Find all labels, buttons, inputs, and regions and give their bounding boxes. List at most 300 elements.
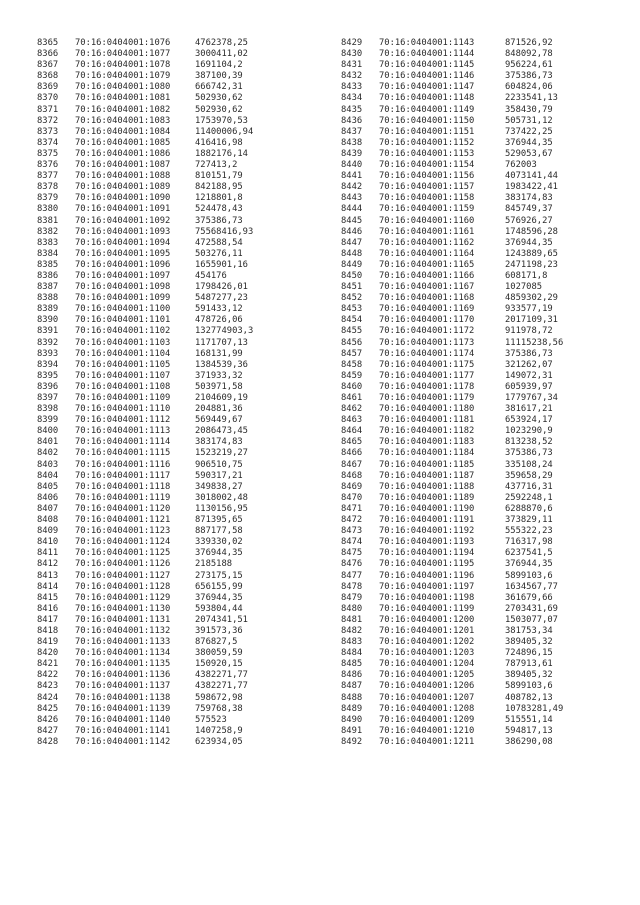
row-value: 1523219,27 xyxy=(195,448,248,459)
row-value: 376944,35 xyxy=(195,592,243,603)
table-row xyxy=(341,216,635,227)
table-row xyxy=(37,49,325,60)
cadastral-number: 70:16:0404001:1192 xyxy=(379,526,475,537)
row-value: 168131,99 xyxy=(195,348,243,359)
row-number: 8429 xyxy=(341,38,363,48)
cadastral-number: 70:16:0404001:1204 xyxy=(379,659,475,670)
row-value: 505731,12 xyxy=(505,115,553,126)
table-row xyxy=(37,726,325,737)
row-number: 8488 xyxy=(341,692,363,703)
row-number: 8453 xyxy=(341,304,363,315)
cadastral-number: 70:16:0404001:1139 xyxy=(75,703,171,714)
row-value: 906510,75 xyxy=(195,459,243,470)
table-row xyxy=(37,582,325,593)
row-value: 5487277,23 xyxy=(195,293,248,304)
row-number: 8475 xyxy=(341,548,363,559)
cadastral-number: 70:16:0404001:1175 xyxy=(379,359,475,370)
row-number: 8469 xyxy=(341,481,363,492)
table-row xyxy=(37,382,325,393)
row-number: 8372 xyxy=(37,115,59,126)
row-number: 8387 xyxy=(37,282,59,293)
row-number: 8430 xyxy=(341,49,363,60)
row-value: 381617,21 xyxy=(505,404,553,415)
row-number: 8470 xyxy=(341,492,363,503)
row-number: 8476 xyxy=(341,559,363,570)
table-row xyxy=(341,659,635,670)
row-value: 515551,14 xyxy=(505,714,553,725)
row-value: 376944,35 xyxy=(505,137,553,148)
row-value: 375386,73 xyxy=(505,448,553,459)
table-row xyxy=(341,604,635,615)
cadastral-number: 70:16:0404001:1134 xyxy=(75,648,171,659)
cadastral-number: 70:16:0404001:1174 xyxy=(379,348,475,359)
row-value: 321262,07 xyxy=(505,359,553,370)
table-row xyxy=(37,82,325,93)
cadastral-number: 70:16:0404001:1147 xyxy=(379,82,475,93)
row-number: 8377 xyxy=(37,171,59,182)
table-row xyxy=(37,404,325,415)
row-value: 1027085 xyxy=(505,282,543,293)
row-value: 478726,06 xyxy=(195,315,243,326)
row-value: 2104609,19 xyxy=(195,393,248,403)
row-number: 8446 xyxy=(341,226,363,237)
row-number: 8462 xyxy=(341,404,363,415)
cadastral-number: 70:16:0404001:1144 xyxy=(379,49,475,60)
row-value: 6288870,6 xyxy=(505,503,553,514)
row-number: 8374 xyxy=(37,137,59,148)
cadastral-number: 70:16:0404001:1112 xyxy=(75,415,171,426)
row-value: 593804,44 xyxy=(195,603,243,614)
cadastral-number: 70:16:0404001:1146 xyxy=(379,71,475,82)
row-number: 8371 xyxy=(37,104,59,115)
cadastral-number: 70:16:0404001:1105 xyxy=(75,359,171,370)
row-number: 8366 xyxy=(37,49,59,60)
table-row xyxy=(37,604,325,615)
table-row xyxy=(37,493,325,504)
cadastral-number: 70:16:0404001:1150 xyxy=(379,115,475,126)
table-row xyxy=(37,715,325,726)
table-row xyxy=(37,260,325,271)
row-value: 371933,32 xyxy=(195,370,243,381)
row-number: 8370 xyxy=(37,93,59,104)
table-row xyxy=(37,615,325,626)
row-number: 8383 xyxy=(37,237,59,248)
row-number: 8454 xyxy=(341,315,363,326)
row-value: 389405,32 xyxy=(505,637,553,648)
row-value: 4762378,25 xyxy=(195,38,248,48)
table-row xyxy=(37,371,325,382)
cadastral-number: 70:16:0404001:1181 xyxy=(379,415,475,426)
table-row xyxy=(341,60,635,71)
table-row xyxy=(341,93,635,104)
row-value: 529053,67 xyxy=(505,148,553,159)
cadastral-number: 70:16:0404001:1182 xyxy=(379,426,475,437)
row-number: 8444 xyxy=(341,204,363,215)
table-row xyxy=(341,171,635,182)
row-number: 8448 xyxy=(341,248,363,259)
row-value: 4859302,29 xyxy=(505,293,558,304)
row-number: 8465 xyxy=(341,437,363,448)
table-row xyxy=(341,338,635,349)
cadastral-number: 70:16:0404001:1076 xyxy=(75,38,171,48)
cadastral-number: 70:16:0404001:1104 xyxy=(75,348,171,359)
table-row xyxy=(37,182,325,193)
cadastral-number: 70:16:0404001:1123 xyxy=(75,526,171,537)
row-number: 8369 xyxy=(37,82,59,93)
cadastral-number: 70:16:0404001:1135 xyxy=(75,659,171,670)
row-number: 8443 xyxy=(341,193,363,204)
cadastral-number: 70:16:0404001:1114 xyxy=(75,437,171,448)
row-number: 8474 xyxy=(341,537,363,548)
row-number: 8438 xyxy=(341,137,363,148)
row-value: 358430,79 xyxy=(505,104,553,115)
row-number: 8386 xyxy=(37,270,59,281)
row-number: 8472 xyxy=(341,515,363,526)
row-value: 389405,32 xyxy=(505,670,553,681)
row-value: 848092,78 xyxy=(505,49,553,60)
table-row xyxy=(341,393,635,404)
row-number: 8408 xyxy=(37,515,59,526)
row-value: 2703431,69 xyxy=(505,603,558,614)
row-value: 555322,23 xyxy=(505,526,553,537)
cadastral-number: 70:16:0404001:1172 xyxy=(379,326,475,337)
table-row xyxy=(37,482,325,493)
cadastral-number: 70:16:0404001:1078 xyxy=(75,60,171,71)
cadastral-number: 70:16:0404001:1162 xyxy=(379,237,475,248)
row-value: 1655901,16 xyxy=(195,259,248,270)
row-number: 8384 xyxy=(37,248,59,259)
cadastral-number: 70:16:0404001:1101 xyxy=(75,315,171,326)
row-value: 408782,13 xyxy=(505,692,553,703)
row-number: 8461 xyxy=(341,393,363,403)
table-row xyxy=(37,659,325,670)
table-row xyxy=(37,249,325,260)
cadastral-number: 70:16:0404001:1152 xyxy=(379,137,475,148)
row-number: 8433 xyxy=(341,82,363,93)
cadastral-number: 70:16:0404001:1188 xyxy=(379,481,475,492)
row-value: 359658,29 xyxy=(505,470,553,481)
cadastral-number: 70:16:0404001:1194 xyxy=(379,548,475,559)
row-number: 8368 xyxy=(37,71,59,82)
row-value: 1748596,28 xyxy=(505,226,558,237)
row-value: 6237541,5 xyxy=(505,548,553,559)
row-number: 8418 xyxy=(37,625,59,636)
row-number: 8382 xyxy=(37,226,59,237)
table-row xyxy=(37,393,325,404)
cadastral-number: 70:16:0404001:1129 xyxy=(75,592,171,603)
cadastral-number: 70:16:0404001:1161 xyxy=(379,226,475,237)
table-row xyxy=(37,193,325,204)
table-row xyxy=(341,648,635,659)
cadastral-number: 70:16:0404001:1156 xyxy=(379,171,475,182)
row-value: 376944,35 xyxy=(195,548,243,559)
cadastral-number: 70:16:0404001:1127 xyxy=(75,570,171,581)
table-row xyxy=(37,315,325,326)
cadastral-number: 70:16:0404001:1113 xyxy=(75,426,171,437)
table-row xyxy=(37,238,325,249)
cadastral-number: 70:16:0404001:1189 xyxy=(379,492,475,503)
table-row xyxy=(341,715,635,726)
cadastral-number: 70:16:0404001:1148 xyxy=(379,93,475,104)
row-value: 605939,97 xyxy=(505,381,553,392)
cadastral-number: 70:16:0404001:1103 xyxy=(75,337,171,348)
cadastral-number: 70:16:0404001:1131 xyxy=(75,614,171,625)
cadastral-number: 70:16:0404001:1158 xyxy=(379,193,475,204)
table-row xyxy=(341,116,635,127)
row-value: 524478,43 xyxy=(195,204,243,215)
table-row xyxy=(37,360,325,371)
row-value: 727413,2 xyxy=(195,160,238,171)
row-value: 361679,66 xyxy=(505,592,553,603)
row-value: 759768,38 xyxy=(195,703,243,714)
table-row xyxy=(37,93,325,104)
row-value: 933577,19 xyxy=(505,304,553,315)
row-number: 8401 xyxy=(37,437,59,448)
cadastral-number: 70:16:0404001:1117 xyxy=(75,470,171,481)
cadastral-number: 70:16:0404001:1083 xyxy=(75,115,171,126)
row-number: 8492 xyxy=(341,736,363,747)
row-value: 2185188 xyxy=(195,559,233,570)
row-number: 8439 xyxy=(341,148,363,159)
row-number: 8399 xyxy=(37,415,59,426)
table-row xyxy=(37,116,325,127)
table-row xyxy=(341,204,635,215)
row-value: 503276,11 xyxy=(195,248,243,259)
table-row xyxy=(37,60,325,71)
table-row xyxy=(37,437,325,448)
table-row xyxy=(341,637,635,648)
cadastral-number: 70:16:0404001:1126 xyxy=(75,559,171,570)
cadastral-number: 70:16:0404001:1138 xyxy=(75,692,171,703)
table-row xyxy=(341,482,635,493)
table-row xyxy=(341,49,635,60)
table-row xyxy=(341,105,635,116)
row-number: 8463 xyxy=(341,415,363,426)
cadastral-number: 70:16:0404001:1092 xyxy=(75,215,171,226)
row-value: 2471198,23 xyxy=(505,259,558,270)
row-value: 1023290,9 xyxy=(505,426,553,437)
row-number: 8489 xyxy=(341,703,363,714)
row-number: 8403 xyxy=(37,459,59,470)
table-row xyxy=(341,127,635,138)
cadastral-number: 70:16:0404001:1166 xyxy=(379,270,475,281)
cadastral-number: 70:16:0404001:1190 xyxy=(379,503,475,514)
table-row xyxy=(341,315,635,326)
table-row xyxy=(341,271,635,282)
table-row xyxy=(37,71,325,82)
row-number: 8421 xyxy=(37,659,59,670)
table-row xyxy=(37,138,325,149)
row-value: 11115238,56 xyxy=(505,337,564,348)
row-number: 8484 xyxy=(341,648,363,659)
table-row xyxy=(341,448,635,459)
cadastral-number: 70:16:0404001:1195 xyxy=(379,559,475,570)
cadastral-number: 70:16:0404001:1143 xyxy=(379,38,475,48)
table-row xyxy=(37,426,325,437)
row-value: 623934,05 xyxy=(195,736,243,747)
table-row xyxy=(37,648,325,659)
row-value: 576926,27 xyxy=(505,215,553,226)
row-value: 4073141,44 xyxy=(505,171,558,182)
row-number: 8417 xyxy=(37,614,59,625)
table-row xyxy=(341,238,635,249)
cadastral-number: 70:16:0404001:1210 xyxy=(379,725,475,736)
row-number: 8415 xyxy=(37,592,59,603)
table-row xyxy=(341,626,635,637)
cadastral-number: 70:16:0404001:1170 xyxy=(379,315,475,326)
cadastral-number: 70:16:0404001:1121 xyxy=(75,515,171,526)
row-value: 4382271,77 xyxy=(195,670,248,681)
cadastral-number: 70:16:0404001:1168 xyxy=(379,293,475,304)
row-value: 1882176,14 xyxy=(195,148,248,159)
table-row xyxy=(341,493,635,504)
cadastral-number: 70:16:0404001:1110 xyxy=(75,404,171,415)
table-row xyxy=(37,515,325,526)
cadastral-number: 70:16:0404001:1149 xyxy=(379,104,475,115)
cadastral-number: 70:16:0404001:1077 xyxy=(75,49,171,60)
row-number: 8388 xyxy=(37,293,59,304)
row-value: 339330,02 xyxy=(195,537,243,548)
table-row xyxy=(37,282,325,293)
table-row xyxy=(37,460,325,471)
table-row xyxy=(341,593,635,604)
row-value: 10783281,49 xyxy=(505,703,564,714)
table-row xyxy=(341,737,635,748)
cadastral-number: 70:16:0404001:1080 xyxy=(75,82,171,93)
cadastral-number: 70:16:0404001:1140 xyxy=(75,714,171,725)
row-value: 591433,12 xyxy=(195,304,243,315)
table-row xyxy=(341,670,635,681)
row-value: 1691104,2 xyxy=(195,60,243,71)
table-row xyxy=(341,471,635,482)
cadastral-number: 70:16:0404001:1095 xyxy=(75,248,171,259)
row-value: 1384539,36 xyxy=(195,359,248,370)
row-number: 8373 xyxy=(37,126,59,137)
table-row xyxy=(341,293,635,304)
table-row xyxy=(341,526,635,537)
row-value: 1983422,41 xyxy=(505,182,558,193)
cadastral-number: 70:16:0404001:1173 xyxy=(379,337,475,348)
row-value: 656155,99 xyxy=(195,581,243,592)
row-value: 842188,95 xyxy=(195,182,243,193)
table-row xyxy=(37,693,325,704)
cadastral-number: 70:16:0404001:1177 xyxy=(379,370,475,381)
row-value: 454176 xyxy=(195,270,227,281)
row-number: 8428 xyxy=(37,736,59,747)
row-number: 8400 xyxy=(37,426,59,437)
row-value: 132774903,3 xyxy=(195,326,254,337)
row-number: 8442 xyxy=(341,182,363,193)
row-number: 8491 xyxy=(341,725,363,736)
table-row xyxy=(341,227,635,238)
row-value: 502930,62 xyxy=(195,104,243,115)
row-number: 8459 xyxy=(341,370,363,381)
table-row xyxy=(341,371,635,382)
row-number: 8482 xyxy=(341,625,363,636)
row-value: 871526,92 xyxy=(505,38,553,48)
cadastral-number: 70:16:0404001:1108 xyxy=(75,381,171,392)
row-number: 8379 xyxy=(37,193,59,204)
row-value: 887177,58 xyxy=(195,526,243,537)
row-value: 724896,15 xyxy=(505,648,553,659)
table-row xyxy=(341,149,635,160)
row-number: 8447 xyxy=(341,237,363,248)
cadastral-number: 70:16:0404001:1180 xyxy=(379,404,475,415)
cadastral-number: 70:16:0404001:1088 xyxy=(75,171,171,182)
row-value: 1407258,9 xyxy=(195,725,243,736)
row-value: 598672,98 xyxy=(195,692,243,703)
cadastral-number: 70:16:0404001:1157 xyxy=(379,182,475,193)
row-value: 2086473,45 xyxy=(195,426,248,437)
table-row xyxy=(341,548,635,559)
row-value: 386290,08 xyxy=(505,736,553,747)
row-number: 8435 xyxy=(341,104,363,115)
table-row xyxy=(37,216,325,227)
row-value: 1798426,01 xyxy=(195,282,248,293)
table-row xyxy=(341,249,635,260)
row-value: 380059,59 xyxy=(195,648,243,659)
table-row xyxy=(37,593,325,604)
cadastral-number: 70:16:0404001:1120 xyxy=(75,503,171,514)
row-number: 8419 xyxy=(37,637,59,648)
row-number: 8490 xyxy=(341,714,363,725)
cadastral-number: 70:16:0404001:1091 xyxy=(75,204,171,215)
row-value: 810151,79 xyxy=(195,171,243,182)
table-row xyxy=(341,160,635,171)
cadastral-number: 70:16:0404001:1132 xyxy=(75,625,171,636)
row-number: 8389 xyxy=(37,304,59,315)
table-row xyxy=(37,326,325,337)
cadastral-number: 70:16:0404001:1125 xyxy=(75,548,171,559)
table-row xyxy=(37,160,325,171)
table-row xyxy=(37,637,325,648)
cadastral-number: 70:16:0404001:1185 xyxy=(379,459,475,470)
row-number: 8376 xyxy=(37,160,59,171)
row-value: 2233541,13 xyxy=(505,93,558,104)
row-value: 204881,36 xyxy=(195,404,243,415)
row-number: 8404 xyxy=(37,470,59,481)
table-row xyxy=(37,471,325,482)
row-number: 8420 xyxy=(37,648,59,659)
table-row xyxy=(341,504,635,515)
row-number: 8393 xyxy=(37,348,59,359)
cadastral-number: 70:16:0404001:1179 xyxy=(379,393,475,403)
row-number: 8471 xyxy=(341,503,363,514)
row-value: 1171707,13 xyxy=(195,337,248,348)
cadastral-number: 70:16:0404001:1184 xyxy=(379,448,475,459)
right-column xyxy=(341,38,635,748)
row-value: 608171,8 xyxy=(505,270,548,281)
row-number: 8455 xyxy=(341,326,363,337)
row-value: 1634567,77 xyxy=(505,581,558,592)
row-value: 787913,61 xyxy=(505,659,553,670)
table-row xyxy=(37,537,325,548)
table-row xyxy=(37,737,325,748)
table-row xyxy=(341,326,635,337)
row-value: 502930,62 xyxy=(195,93,243,104)
table-row xyxy=(341,415,635,426)
row-number: 8434 xyxy=(341,93,363,104)
cadastral-number: 70:16:0404001:1167 xyxy=(379,282,475,293)
table-row xyxy=(37,670,325,681)
row-value: 653924,17 xyxy=(505,415,553,426)
row-value: 666742,31 xyxy=(195,82,243,93)
cadastral-number: 70:16:0404001:1093 xyxy=(75,226,171,237)
table-row xyxy=(341,38,635,49)
cadastral-number: 70:16:0404001:1082 xyxy=(75,104,171,115)
row-value: 376944,35 xyxy=(505,237,553,248)
row-number: 8477 xyxy=(341,570,363,581)
